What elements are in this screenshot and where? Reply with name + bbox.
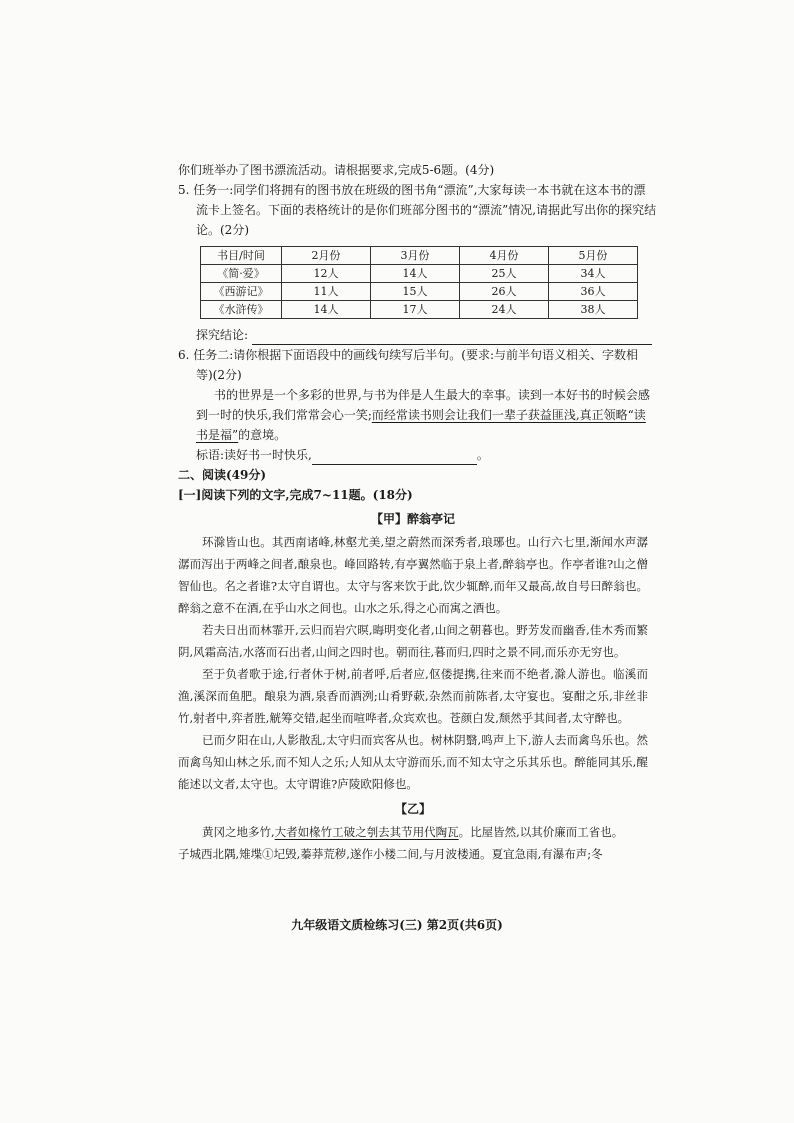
passage-yi-line2: 子城西北隅,雉堞①圮毁,蓁莽荒秽,遂作小楼二间,与月波楼通。夏宜急雨,有瀑布声;冬 bbox=[178, 847, 603, 861]
passage-jia-paragraph: 已而夕阳在山,人影散乱,太守归而宾客从也。树林阴翳,鸣声上下,游人去而禽鸟乐也。然而禽鸟知山林之乐,而不知人之乐;人知从太守游而乐,而不知太守之乐其乐也。醉能同其乐,醒能述以文者,太守也。太守谓谁?庐陵欧阳修也。 bbox=[178, 733, 648, 791]
conclusion-answer-blank[interactable] bbox=[252, 332, 652, 345]
table-cell: 《水浒传》 bbox=[201, 301, 282, 319]
table-cell: 12人 bbox=[282, 265, 371, 283]
conclusion-row bbox=[178, 325, 648, 345]
table-header-cell: 3月份 bbox=[371, 247, 460, 265]
q5-line2: 流卡上签名。下面的表格统计的是你们班部分图书的“漂流”情况,请据此写出你的探究结 bbox=[196, 203, 657, 217]
table-cell: 25人 bbox=[460, 265, 549, 283]
q6-para-text: 的意境。 bbox=[238, 428, 287, 442]
q6-para-line2 bbox=[178, 405, 648, 425]
subsection-title: [一]阅读下列的文字,完成7~11题。(18分) bbox=[178, 488, 413, 502]
table-cell: 14人 bbox=[282, 301, 371, 319]
page-footer: 九年级语文质检练习(三) 第2页(共6页) bbox=[291, 918, 503, 932]
table-cell: 17人 bbox=[371, 301, 460, 319]
table-header-cell: 书目/时间 bbox=[201, 247, 282, 265]
q6-para-text: 到一时的快乐,我们常常会心一笑; bbox=[196, 408, 372, 422]
table-cell: 《简·爱》 bbox=[201, 265, 282, 283]
table-cell: 15人 bbox=[371, 283, 460, 301]
q5-line1: 5. 任务一:同学们将拥有的图书放在班级的图书角“漂流”,大家每读一本书就在这本书的漂 bbox=[178, 183, 646, 197]
passage-yi-underlined: 大者如椽竹工破之刳去其节用代陶瓦 bbox=[274, 825, 459, 839]
table-cell: 14人 bbox=[371, 265, 460, 283]
table-cell: 《西游记》 bbox=[201, 283, 282, 301]
table-row bbox=[201, 283, 638, 301]
q6-line1: 6. 任务二:请你根据下面语段中的画线句续写后半句。(要求:与前半句语义相关、字数相 bbox=[178, 348, 639, 362]
table-cell: 36人 bbox=[549, 283, 638, 301]
slogan-end: 。 bbox=[476, 448, 489, 462]
slogan-answer-blank[interactable] bbox=[312, 452, 477, 465]
q6-para-line3 bbox=[178, 425, 648, 445]
underlined-sentence: 而经常读书则会让我们一辈子获益匪浅,真正领略“读 bbox=[371, 408, 646, 422]
book-drift-table bbox=[200, 246, 638, 319]
passage-jia-paragraph: 环滁皆山也。其西南诸峰,林壑尤美,望之蔚然而深秀者,琅琊也。山行六七里,渐闻水声潺潺而泻出于两峰之间者,酿泉也。峰回路转,有亭翼然临于泉上者,醉翁亭也。作亭者谁?山之僧智仙也。名之者谁?太守自谓也。太守与客来饮于此,饮少辄醉,而年又最高,故自号曰醉翁也。醉翁之意不在酒,在乎山水之间也。山水之乐,得之心而寓之酒也。 bbox=[178, 535, 648, 615]
page-content bbox=[178, 160, 657, 865]
slogan-row bbox=[178, 445, 648, 465]
passage-jia-title: 【甲】醉翁亭记 bbox=[370, 512, 455, 526]
conclusion-label: 探究结论: bbox=[196, 328, 249, 342]
table-row bbox=[201, 301, 638, 319]
slogan-label: 标语:读好书一时快乐, bbox=[196, 448, 312, 462]
table-header-cell: 5月份 bbox=[549, 247, 638, 265]
table-cell: 34人 bbox=[549, 265, 638, 283]
table-cell: 26人 bbox=[460, 283, 549, 301]
table-header-row bbox=[201, 247, 638, 265]
q5-line3: 论。(2分) bbox=[196, 223, 249, 237]
table-header-cell: 4月份 bbox=[460, 247, 549, 265]
passage-yi-line1 bbox=[178, 821, 648, 843]
q6-para-line1: 书的世界是一个多彩的世界,与书为伴是人生最大的幸事。读到一本好书的时候会感 bbox=[214, 388, 650, 402]
passage-jia-paragraph: 若夫日出而林霏开,云归而岩穴暝,晦明变化者,山间之朝暮也。野芳发而幽香,佳木秀而繁阴,风霜高洁,水落而石出者,山间之四时也。朝而往,暮而归,四时之景不同,而乐亦无穷也。 bbox=[178, 623, 648, 659]
passage-yi-title: 【乙】 bbox=[394, 802, 431, 816]
table-cell: 38人 bbox=[549, 301, 638, 319]
passage-yi-text: 。比屋皆然,以其价廉而工省也。 bbox=[458, 825, 624, 839]
table-row bbox=[201, 265, 638, 283]
table-header-cell: 2月份 bbox=[282, 247, 371, 265]
intro-line: 你们班举办了图书漂流活动。请根据要求,完成5-6题。(4分) bbox=[178, 163, 495, 177]
table-cell: 11人 bbox=[282, 283, 371, 301]
underlined-sentence-end: 书是福” bbox=[196, 428, 239, 442]
passage-yi-text: 黄冈之地多竹, bbox=[202, 825, 275, 839]
table-cell: 24人 bbox=[460, 301, 549, 319]
section-title: 二、阅读(49分) bbox=[178, 468, 267, 482]
q6-line2: 等)(2分) bbox=[196, 368, 242, 382]
passage-jia-paragraph: 至于负者歌于途,行者休于树,前者呼,后者应,伛偻提携,往来而不绝者,滁人游也。临溪而渔,溪深而鱼肥。酿泉为酒,泉香而酒洌;山肴野蔌,杂然而前陈者,太守宴也。宴酣之乐,非丝非竹,射者中,弈者胜,觥筹交错,起坐而喧哗者,众宾欢也。苍颜白发,颓然乎其间者,太守醉也。 bbox=[178, 667, 648, 725]
